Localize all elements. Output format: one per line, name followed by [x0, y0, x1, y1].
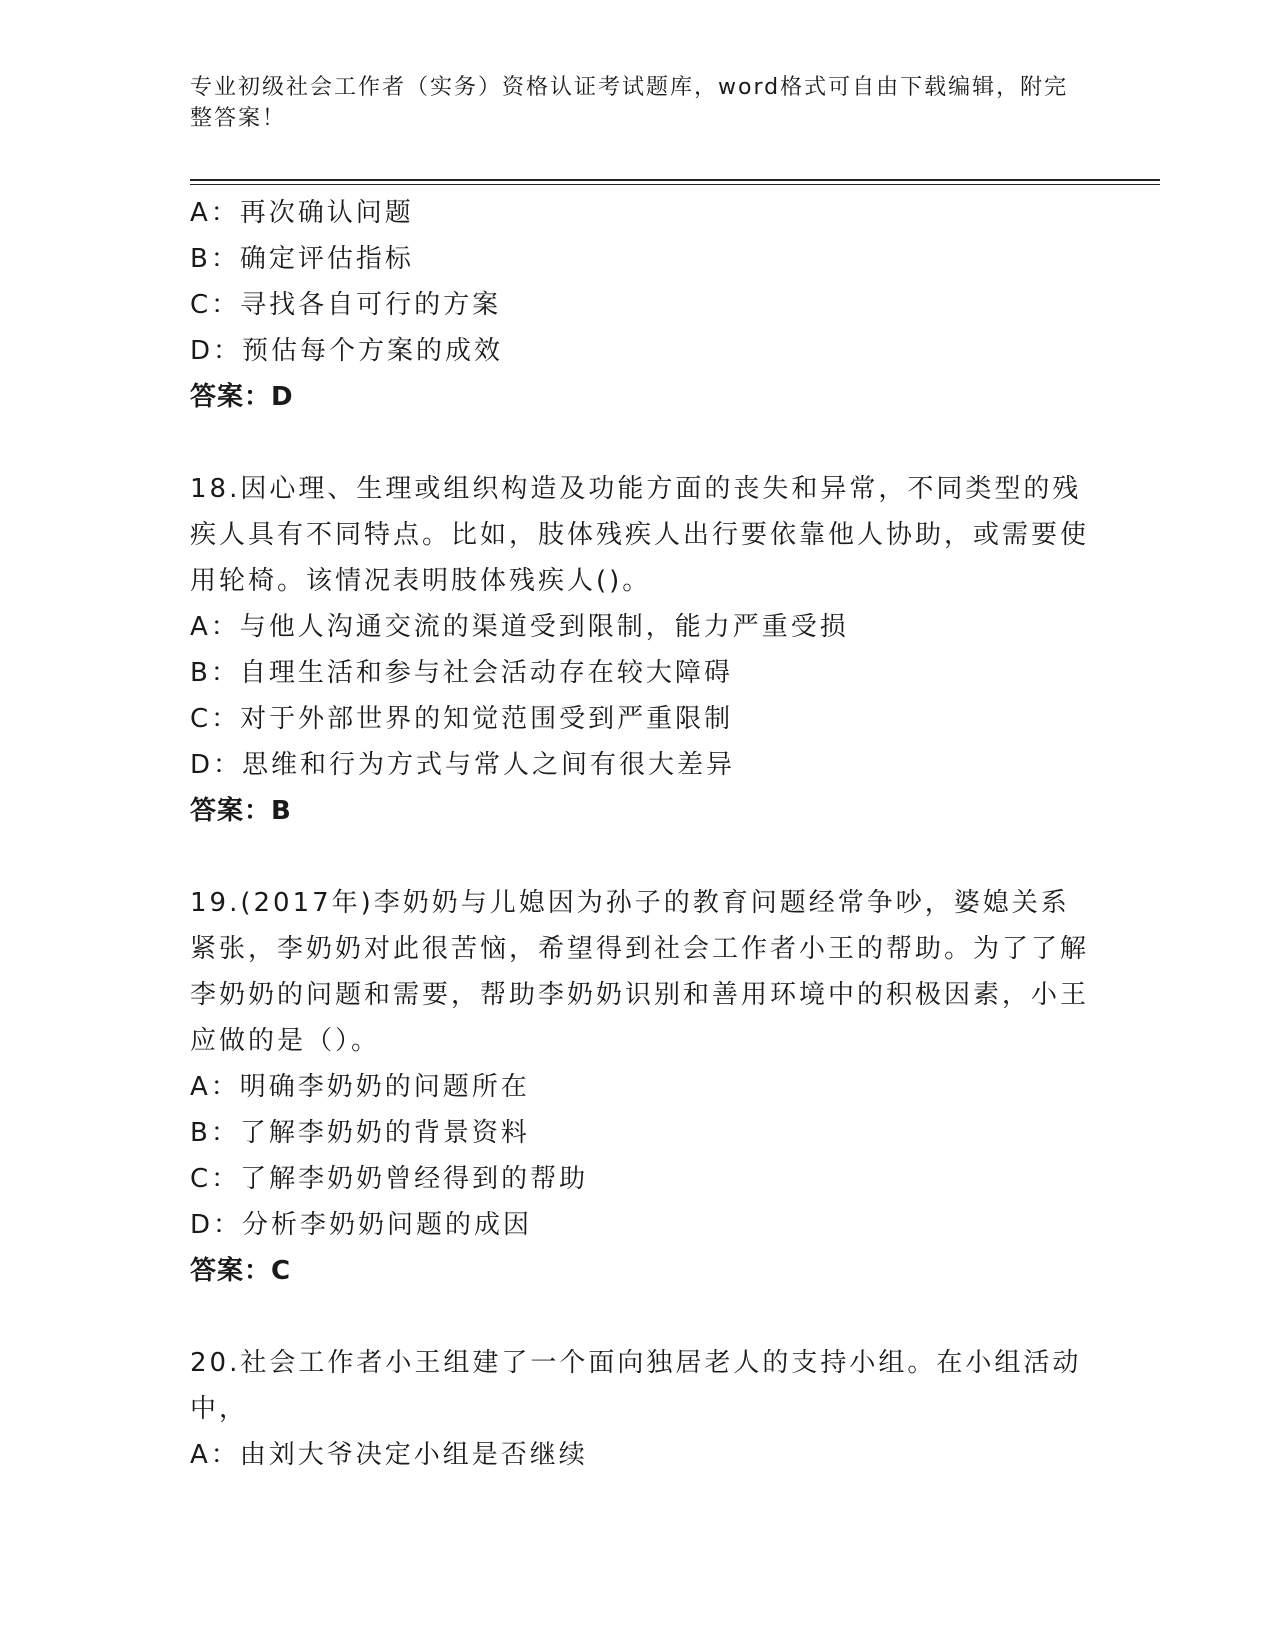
- option-b: B：确定评估指标: [190, 244, 414, 274]
- document-header: 专业初级社会工作者（实务）资格认证考试题库，word格式可自由下载编辑，附完整答案！: [190, 75, 1069, 131]
- header-rule-thick: [190, 179, 1160, 181]
- option-d: D：分析李奶奶问题的成因: [190, 1210, 533, 1240]
- answer-line: 答案：C: [190, 1256, 292, 1286]
- option-a: A：与他人沟通交流的渠道受到限制，能力严重受损: [190, 612, 849, 642]
- question-content: [190, 190, 1090, 1478]
- question-18: [190, 466, 1090, 834]
- option-a: A：再次确认问题: [190, 198, 414, 228]
- question-stem: 18.因心理、生理或组织构造及功能方面的丧失和异常，不同类型的残疾人具有不同特点。比如，肢体残疾人出行要依靠他人协助，或需要使用轮椅。该情况表明肢体残疾人()。: [190, 474, 1090, 596]
- header-rule-thin: [190, 184, 1160, 185]
- option-d: D：思维和行为方式与常人之间有很大差异: [190, 750, 736, 780]
- option-b: B：了解李奶奶的背景资料: [190, 1118, 530, 1148]
- option-c: C：寻找各自可行的方案: [190, 290, 502, 320]
- answer-line: 答案：B: [190, 796, 292, 826]
- question-19: [190, 880, 1090, 1294]
- answer-line: 答案：D: [190, 382, 294, 412]
- question-stem: 19.(2017年)李奶奶与儿媳因为孙子的教育问题经常争吵，婆媳关系紧张，李奶奶对此很苦恼，希望得到社会工作者小王的帮助。为了了解李奶奶的问题和需要，帮助李奶奶识别和善用环境中的积极因素，小王应做的是（）。: [190, 888, 1090, 1056]
- question-17-tail: [190, 190, 1090, 420]
- option-a: A：由刘大爷决定小组是否继续: [190, 1440, 588, 1470]
- option-b: B：自理生活和参与社会活动存在较大障碍: [190, 658, 733, 688]
- option-c: C：了解李奶奶曾经得到的帮助: [190, 1164, 589, 1194]
- option-c: C：对于外部世界的知觉范围受到严重限制: [190, 704, 734, 734]
- question-20: [190, 1340, 1090, 1478]
- question-stem: 20.社会工作者小王组建了一个面向独居老人的支持小组。在小组活动中，: [190, 1348, 1082, 1424]
- option-d: D：预估每个方案的成效: [190, 336, 504, 366]
- option-a: A：明确李奶奶的问题所在: [190, 1072, 530, 1102]
